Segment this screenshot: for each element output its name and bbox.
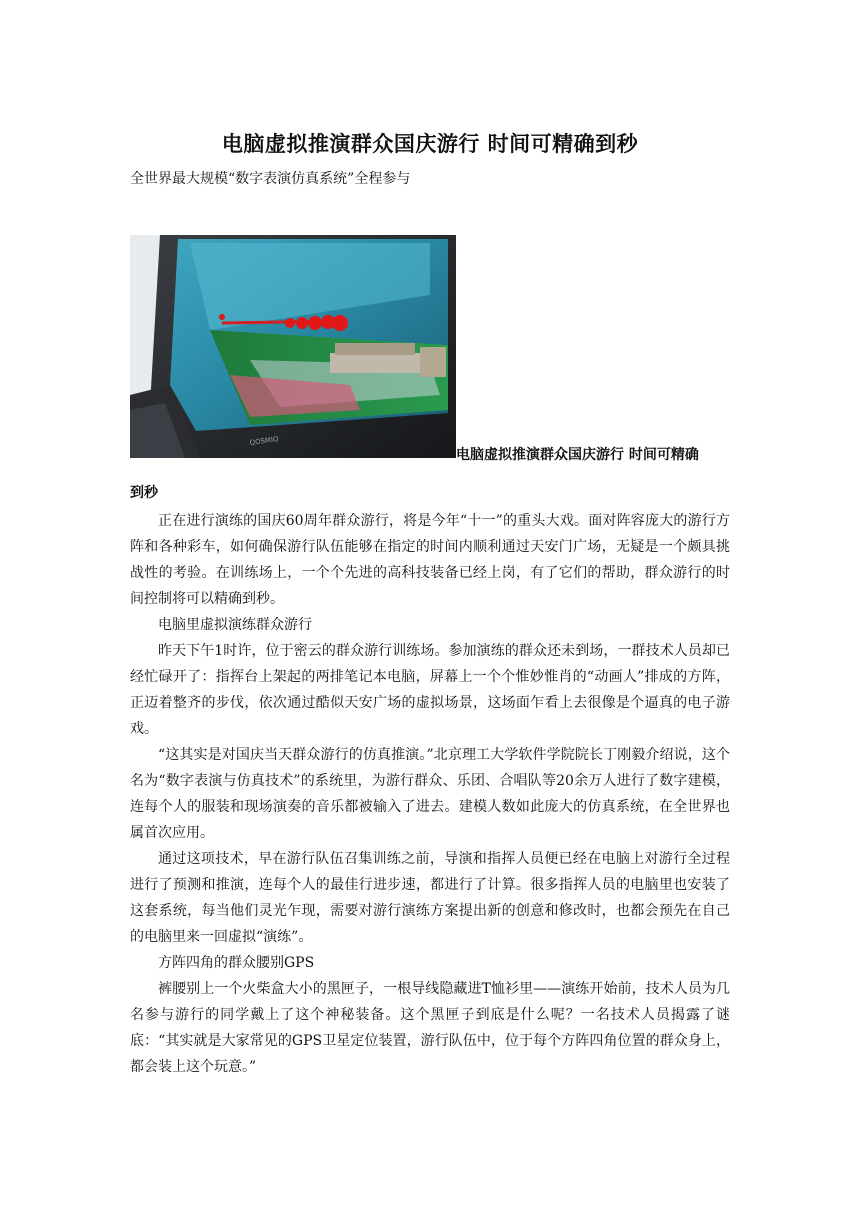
figure-caption-line1: 电脑虚拟推演群众国庆游行 时间可精确 <box>456 447 699 463</box>
laptop-brand-logo: QOSMIO <box>249 435 280 447</box>
article-subtitle: 全世界最大规模“数字表演仿真系统”全程参与 <box>130 171 411 187</box>
section-heading: 方阵四角的群众腰别GPS <box>158 955 315 971</box>
section-heading: 电脑里虚拟演练群众游行 <box>158 617 312 633</box>
paragraph: “这其实是对国庆当天群众游行的仿真推演。”北京理工大学软件学院院长丁刚毅介绍说，这个名为“数字表演与仿真技术”的系统里，为游行群众、乐团、合唱队等20余万人进行了数字建模，连每个人的服装和现场演奏的音乐都被输入了进去。建模人数如此庞大的仿真系统，在全世界也属首次应用。 <box>130 747 730 841</box>
article-title: 电脑虚拟推演群众国庆游行 时间可精确到秒 <box>221 132 639 157</box>
paragraph: 昨天下午1时许，位于密云的群众游行训练场。参加演练的群众还未到场，一群技术人员却已经忙碌开了：指挥台上架起的两排笔记本电脑，屏幕上一个个惟妙惟肖的“动画人”排成的方阵，正迈着整齐的步伐，依次通过酷似天安广场的虚拟场景，这场面乍看上去很像是个逼真的电子游戏。 <box>130 643 730 737</box>
laptop-photo <box>130 235 456 458</box>
laptop-photo-illustration <box>130 235 456 458</box>
paragraph: 通过这项技术，早在游行队伍召集训练之前，导演和指挥人员便已经在电脑上对游行全过程进行了预测和推演，连每个人的最佳行进步速，都进行了计算。很多指挥人员的电脑里也安装了这套系统，每当他们灵光乍现，需要对游行演练方案提出新的创意和修改时，也都会预先在自己的电脑里来一回虚拟“演练”。 <box>130 851 730 945</box>
paragraph: 裤腰别上一个火柴盒大小的黑匣子，一根导线隐藏进T恤衫里——演练开始前，技术人员为几名参与游行的同学戴上了这个神秘装备。这个黑匣子到底是什么呢？一名技术人员揭露了谜底：“其实就是大家常见的GPS卫星定位装置，游行队伍中，位于每个方阵四角位置的群众身上，都会装上这个玩意。” <box>130 981 730 1075</box>
paragraph: 正在进行演练的国庆60周年群众游行，将是今年“十一”的重头大戏。面对阵容庞大的游行方阵和各种彩车，如何确保游行队伍能够在指定的时间内顺利通过天安门广场，无疑是一个颇具挑战性的考验。在训练场上，一个个先进的高科技装备已经上岗，有了它们的帮助，群众游行的时间控制将可以精确到秒。 <box>130 513 730 607</box>
figure-caption-line2: 到秒 <box>130 485 158 501</box>
article-body <box>130 508 730 1080</box>
